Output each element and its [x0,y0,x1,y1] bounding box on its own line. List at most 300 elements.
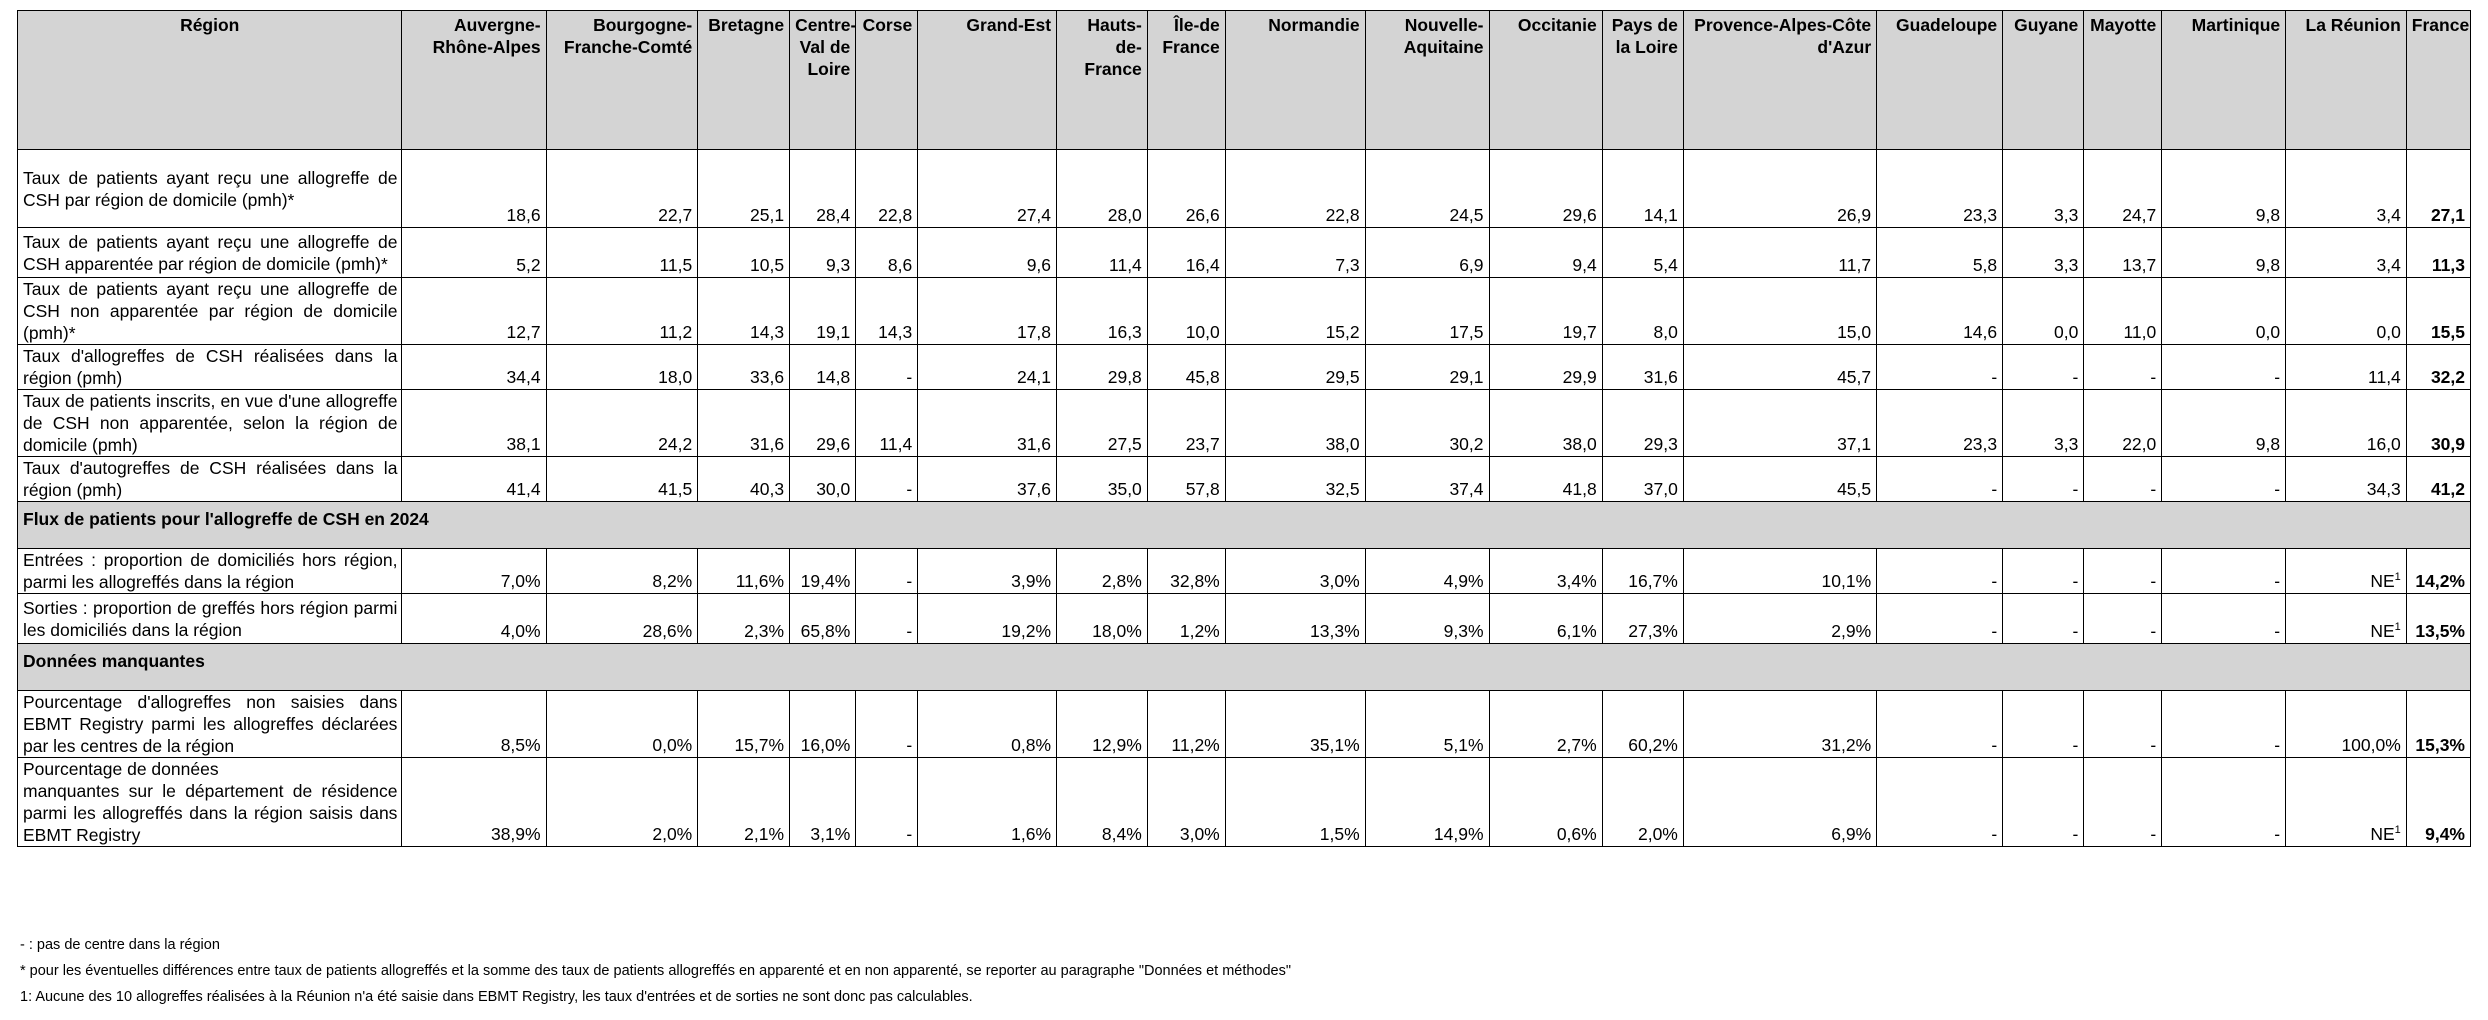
cell-value [1877,390,2003,457]
cell-text: 13,7 [2122,255,2157,275]
cell-value [918,390,1057,457]
cell-value [1365,549,1489,594]
cell-value [790,758,856,847]
cell-text: 4,9% [1443,571,1484,591]
cell-value [1683,278,1876,345]
cell-text: 16,4 [1185,255,1220,275]
cell-value [2406,457,2470,502]
cell-value [1147,758,1225,847]
header-col: Mayotte [2084,11,2162,150]
cell-text: 29,3 [1643,434,1678,454]
cell-value [1365,457,1489,502]
cell-text: 34,3 [2366,479,2401,499]
cell-value [790,228,856,278]
cell-text: 37,4 [1449,479,1484,499]
cell-text: 0,0 [2255,322,2281,342]
cell-text: 1,2% [1179,621,1220,641]
cell-text: 38,0 [1325,434,1360,454]
table-row [18,228,2471,278]
cell-value [402,758,546,847]
cell-value [698,549,790,594]
cell-text: 35,1% [1310,735,1360,755]
header-col: La Réunion [2286,11,2407,150]
cell-text: 30,2 [1449,434,1484,454]
section-header-row [18,644,2471,691]
cell-value [2003,691,2084,758]
cell-value [1602,691,1683,758]
cell-text: 14,6 [1963,322,1998,342]
cell-text: 23,7 [1185,434,1220,454]
header-col: France [2406,11,2470,150]
cell-value [2406,228,2470,278]
cell-text: 15,2 [1325,322,1360,342]
cell-value [698,228,790,278]
cell-text: 22,8 [878,205,913,225]
cell-value [856,228,918,278]
cell-text: - [2072,367,2079,387]
cell-text: 24,2 [658,434,693,454]
cell-value [402,691,546,758]
cell-value [2162,758,2286,847]
cell-value [2084,549,2162,594]
cell-text: 15,5 [2430,322,2465,342]
cell-value [2162,278,2286,345]
cell-text: 12,9% [1092,735,1142,755]
cell-text: 18,0% [1092,621,1142,641]
cell-value [2003,758,2084,847]
cell-value [1489,691,1602,758]
cell-text: 10,0 [1185,322,1220,342]
cell-text: 3,4% [1556,571,1597,591]
footnote-no-center: - : pas de centre dans la région [20,937,220,953]
cell-value [1147,691,1225,758]
header-row [18,11,2471,150]
cell-value [1683,457,1876,502]
cell-value [2406,549,2470,594]
cell-value [1057,594,1148,644]
cell-text: 22,0 [2122,434,2157,454]
cell-value [1147,390,1225,457]
table-row [18,758,2471,847]
cell-value [1365,390,1489,457]
cell-text: 24,7 [2122,205,2157,225]
cell-text: 28,6% [642,621,693,641]
cell-value [1489,278,1602,345]
cell-text: - [906,824,913,844]
footnote-ref: 1 [2394,824,2401,837]
cell-text: 18,0 [658,367,693,387]
cell-text: - [906,571,913,591]
header-col: Hauts-de-France [1057,11,1148,150]
cell-value [1365,228,1489,278]
cell-value [2406,594,2470,644]
header-region: Région [18,11,402,150]
cell-text: 13,5% [2415,621,2465,641]
header-col: Île-de France [1147,11,1225,150]
cell-text: - [2274,824,2281,844]
cell-text: 2,7% [1556,735,1597,755]
cell-text: 11,2% [1171,735,1220,755]
regional-stats-table [17,10,2471,847]
cell-value [918,549,1057,594]
cell-value [1489,594,1602,644]
cell-text: 0,8% [1011,735,1052,755]
cell-text: 3,4 [2376,255,2401,275]
header-col: Provence-Alpes-Côte d'Azur [1683,11,1876,150]
footnote-ref: 1 [2394,571,2401,584]
cell-text: 11,4 [1109,255,1142,275]
cell-value [856,691,918,758]
table-row [18,390,2471,457]
header-col: Guadeloupe [1877,11,2003,150]
header-col: Bourgogne-Franche-Comté [546,11,698,150]
cell-text: 31,6 [1643,367,1678,387]
cell-text: 29,8 [1107,367,1142,387]
cell-value [856,390,918,457]
cell-text: 4,0% [500,621,541,641]
cell-value [1602,457,1683,502]
cell-text: 29,1 [1449,367,1484,387]
cell-value [1057,390,1148,457]
cell-text: 3,1% [810,824,851,844]
row-label-rest: manquantes sur le département de résidence parmi les allogreffés dans la région saisis dans EBMT Registry [23,781,398,845]
cell-text: 45,7 [1837,367,1872,387]
cell-value [790,345,856,390]
cell-value [1225,228,1365,278]
cell-value [546,278,698,345]
cell-value [2084,278,2162,345]
cell-text: 3,4 [2376,205,2401,225]
cell-value [546,691,698,758]
cell-text: - [2150,367,2157,387]
table-row [18,278,2471,345]
cell-value [1877,228,2003,278]
cell-text: - [2274,621,2281,641]
cell-value [698,390,790,457]
cell-text: 29,9 [1562,367,1597,387]
cell-text: 5,4 [1653,255,1678,275]
cell-value [790,390,856,457]
cell-value [402,549,546,594]
cell-value [2406,390,2470,457]
cell-value [1365,345,1489,390]
cell-text: 32,2 [2430,367,2465,387]
cell-value [1225,457,1365,502]
cell-text: - [2150,479,2157,499]
cell-value [2162,390,2286,457]
cell-text: 15,0 [1837,322,1872,342]
cell-text: 57,8 [1185,479,1220,499]
cell-value [918,758,1057,847]
cell-text: NE [2370,571,2395,591]
cell-text: - [1991,824,1998,844]
cell-text: 8,6 [887,255,913,275]
header-col: Auvergne-Rhône-Alpes [402,11,546,150]
cell-text: 3,3 [2053,205,2079,225]
table-container [17,10,2471,847]
cell-value [2003,228,2084,278]
cell-value [546,228,698,278]
cell-text: NE [2370,621,2395,641]
cell-value [1683,691,1876,758]
cell-text: 3,3 [2053,434,2079,454]
cell-value [1877,549,2003,594]
cell-text: 24,5 [1449,205,1484,225]
cell-text: 16,3 [1107,322,1142,342]
cell-value [1057,691,1148,758]
cell-text: 26,9 [1837,205,1872,225]
header-col: Martinique [2162,11,2286,150]
cell-text: 7,0% [500,571,541,591]
cell-value [1225,549,1365,594]
cell-value [1602,228,1683,278]
footnote-asterisk: * pour les éventuelles différences entre taux de patients allogreffés et la somme des taux de patients allogreffés en apparenté et en non apparenté, se reporter au paragraphe "Données et méthodes" [20,963,1292,979]
cell-text: 8,0 [1653,322,1678,342]
cell-text: 31,6 [1016,434,1052,454]
cell-value [918,278,1057,345]
cell-text: 8,5% [500,735,541,755]
cell-value [856,457,918,502]
cell-text: 25,1 [750,205,785,225]
header-col: Nouvelle-Aquitaine [1365,11,1489,150]
cell-value [2003,345,2084,390]
table-row [18,691,2471,758]
cell-text: 29,6 [1562,205,1597,225]
cell-text: 32,5 [1325,479,1360,499]
cell-text: 32,8% [1170,571,1220,591]
cell-text: 14,8 [816,367,851,387]
cell-text: 11,7 [1838,255,1872,275]
cell-value [402,345,546,390]
cell-value [1877,457,2003,502]
header-col: Corse [856,11,918,150]
cell-text: 0,0% [652,735,693,755]
cell-value [2162,594,2286,644]
row-label: Pourcentage d'allogreffes non saisies dans EBMT Registry parmi les allogreffes déclarées par les centres de la région [18,691,402,758]
cell-text: 27,4 [1016,205,1052,225]
cell-value [2286,345,2407,390]
section-title: Données manquantes [18,644,2471,691]
row-label: Taux de patients inscrits, en vue d'une allogreffe de CSH non apparentée, selon la région de domicile (pmh) [18,390,402,457]
cell-text: 12,7 [506,322,541,342]
cell-text: 19,4% [800,571,851,591]
cell-value [2286,691,2407,758]
cell-value [2084,758,2162,847]
cell-value [698,594,790,644]
cell-text: - [1991,479,1998,499]
cell-text: 9,3% [1443,621,1484,641]
cell-value [1057,150,1148,228]
cell-text: 19,7 [1562,322,1597,342]
footnotes [20,932,1291,1010]
cell-value [1489,457,1602,502]
cell-text: 0,6% [1556,824,1597,844]
cell-value [2162,549,2286,594]
cell-text: - [2150,571,2157,591]
cell-value [2286,758,2407,847]
cell-text: - [2150,735,2157,755]
cell-value [856,345,918,390]
cell-text: 16,7% [1628,571,1678,591]
cell-value [2003,390,2084,457]
cell-value [1147,549,1225,594]
header-col: Pays de la Loire [1602,11,1683,150]
table-row [18,150,2471,228]
cell-value [1683,228,1876,278]
cell-value [790,549,856,594]
cell-value [1057,345,1148,390]
cell-text: 37,0 [1643,479,1678,499]
cell-text: 10,1% [1821,571,1872,591]
cell-text: 41,4 [506,479,541,499]
cell-value [2162,691,2286,758]
cell-text: 41,8 [1562,479,1597,499]
cell-value [2406,691,2470,758]
cell-value [2084,150,2162,228]
cell-value [1683,345,1876,390]
cell-value [918,691,1057,758]
header-col: Grand-Est [918,11,1057,150]
cell-text: 37,1 [1837,434,1872,454]
cell-value [1225,345,1365,390]
cell-text: 11,0 [2123,322,2157,342]
cell-text: 30,9 [2430,434,2465,454]
section-header-row [18,502,2471,549]
cell-value [1602,345,1683,390]
cell-value [1365,150,1489,228]
row-label: Taux de patients ayant reçu une allogreffe de CSH non apparentée par région de domicile (pmh)* [18,278,402,345]
cell-text: 1,5% [1319,824,1360,844]
cell-value [2286,457,2407,502]
row-label: Taux de patients ayant reçu une allogreffe de CSH apparentée par région de domicile (pmh)* [18,228,402,278]
cell-value [1147,457,1225,502]
cell-value [1683,150,1876,228]
cell-value [790,278,856,345]
cell-text: 38,1 [506,434,541,454]
cell-text: - [2274,367,2281,387]
cell-text: 9,3 [825,255,851,275]
cell-text: - [1991,735,1998,755]
row-label-line1: Pourcentage de données [23,759,219,779]
cell-value [2162,228,2286,278]
cell-value [918,345,1057,390]
cell-text: 100,0% [2341,735,2401,755]
header-col: Normandie [1225,11,1365,150]
cell-text: 11,2 [659,322,693,342]
cell-text: 19,1 [816,322,851,342]
cell-text: 3,9% [1011,571,1052,591]
cell-value [1147,228,1225,278]
cell-text: 60,2% [1628,735,1678,755]
cell-value [918,457,1057,502]
cell-text: - [906,735,913,755]
cell-text: 38,9% [490,824,541,844]
cell-text: 15,7% [734,735,785,755]
cell-value [1683,549,1876,594]
cell-value [402,228,546,278]
cell-value [1489,345,1602,390]
cell-text: - [906,479,913,499]
header-col: Occitanie [1489,11,1602,150]
cell-value [2084,594,2162,644]
cell-value [1057,278,1148,345]
cell-value [2286,390,2407,457]
cell-text: - [2072,824,2079,844]
cell-value [856,549,918,594]
cell-text: 11,5 [659,255,693,275]
cell-text: 8,2% [652,571,693,591]
cell-text: 7,3 [1335,255,1360,275]
cell-text: 27,5 [1107,434,1142,454]
cell-value [1877,150,2003,228]
row-label: Sorties : proportion de greffés hors région parmi les domiciliés dans la région [18,594,402,644]
cell-value [1057,549,1148,594]
cell-value [1225,390,1365,457]
cell-value [546,345,698,390]
cell-value [2406,758,2470,847]
cell-value [856,150,918,228]
cell-text: 28,0 [1107,205,1142,225]
cell-text: 22,7 [658,205,693,225]
cell-value [2084,691,2162,758]
footnote-1: 1: Aucune des 10 allogreffes réalisées à la Réunion n'a été saisie dans EBMT Registry, les taux d'entrées et de sorties ne sont donc pas calculables. [20,989,973,1005]
cell-text: 17,8 [1016,322,1052,342]
cell-text: 14,3 [750,322,785,342]
cell-text: 0,0 [2053,322,2079,342]
cell-text: 31,2% [1821,735,1872,755]
cell-text: - [2274,735,2281,755]
cell-value [2084,228,2162,278]
cell-text: 3,0% [1319,571,1360,591]
cell-value [1602,278,1683,345]
cell-value [2286,594,2407,644]
cell-value [2286,228,2407,278]
cell-text: 26,6 [1185,205,1220,225]
cell-value [698,345,790,390]
cell-text: 3,0% [1179,824,1220,844]
cell-text: - [2072,571,2079,591]
cell-value [1225,278,1365,345]
cell-text: 5,8 [1972,255,1998,275]
cell-value [546,549,698,594]
cell-text: - [1991,621,1998,641]
cell-value [790,594,856,644]
cell-value [1365,691,1489,758]
cell-text: 9,8 [2255,255,2281,275]
cell-value [790,691,856,758]
cell-value [1602,150,1683,228]
cell-value [1877,278,2003,345]
cell-value [1147,594,1225,644]
cell-text: - [1991,571,1998,591]
cell-text: 38,0 [1562,434,1597,454]
cell-value [2084,457,2162,502]
cell-value [546,457,698,502]
cell-text: 41,5 [658,479,693,499]
cell-text: - [2072,621,2079,641]
cell-text: - [906,367,913,387]
cell-text: 5,1% [1443,735,1484,755]
cell-value [2286,278,2407,345]
cell-value [1225,691,1365,758]
cell-value [1602,594,1683,644]
cell-text: 0,0 [2376,322,2401,342]
cell-value [546,758,698,847]
cell-value [1877,345,2003,390]
cell-text: 37,6 [1016,479,1052,499]
cell-value [1602,390,1683,457]
cell-value [1489,228,1602,278]
